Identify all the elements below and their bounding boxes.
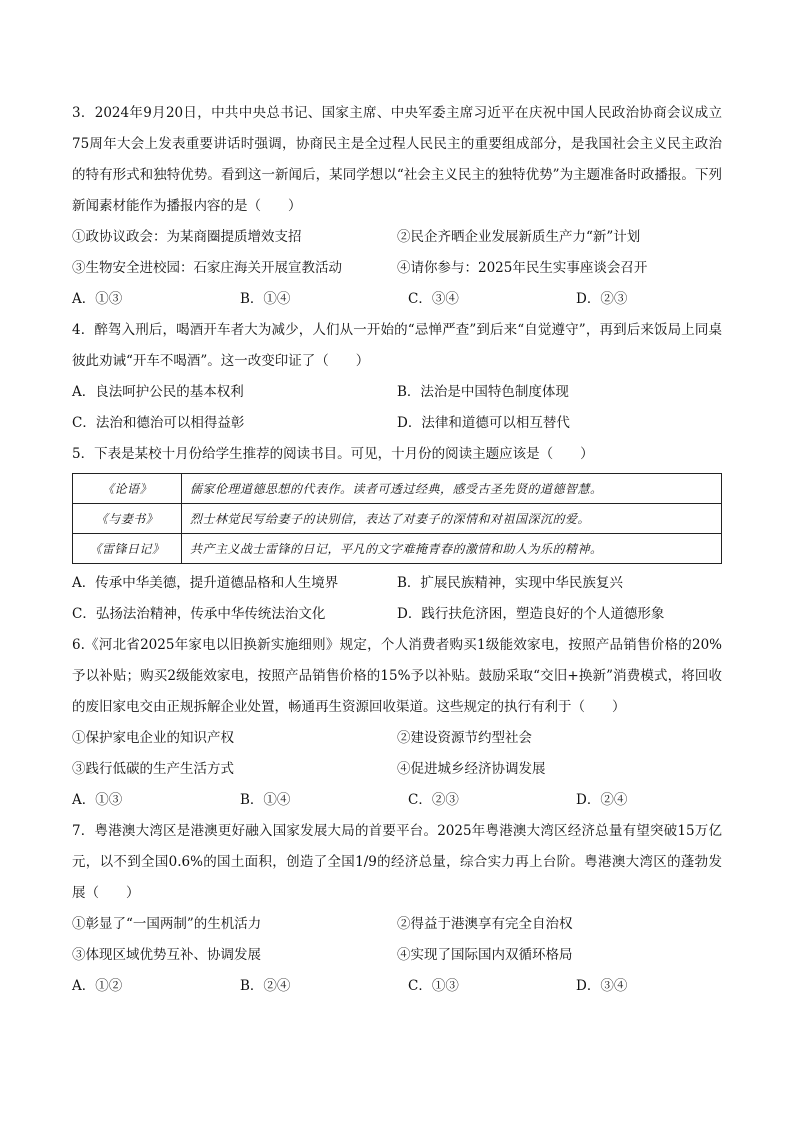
question-3-choice-b: B．①④ — [240, 291, 291, 307]
question-6-items-row-2 — [72, 754, 722, 785]
question-4-choices-row-1 — [72, 377, 722, 408]
question-7-choices — [72, 971, 722, 1002]
question-6-choice-a: A．①③ — [72, 792, 123, 808]
question-3-item-3: ③生物安全进校园：石家庄海关开展宣教活动 — [72, 260, 342, 276]
question-5-choice-d: D．践行扶危济困，塑造良好的个人道德形象 — [397, 606, 665, 622]
question-3-choice-d: D．②③ — [576, 291, 628, 307]
question-3-item-4: ④请你参与：2025年民生实事座谈会召开 — [397, 260, 648, 276]
question-6-choice-d: D．②④ — [576, 792, 628, 808]
question-6-stem: 6.《河北省2025年家电以旧换新实施细则》规定，个人消费者购买1级能效家电，按照产品销售价格的20%予以补贴；购买2级能效家电，按照产品销售价格的15%予以补贴。鼓励采取“交旧+换新”消费模式，将回收的废旧家电交由正规拆解企业处置，畅通再生资源回收渠道。这些规定的执行有利于（ ） — [72, 637, 722, 715]
question-6-item-1: ①保护家电企业的知识产权 — [72, 730, 234, 746]
book-description: 儒家伦理道德思想的代表作。读者可透过经典，感受古圣先贤的道德智慧。 — [182, 474, 722, 504]
question-7-choice-c: C．①③ — [408, 978, 459, 994]
question-7-item-2: ②得益于港澳享有完全自治权 — [397, 916, 573, 932]
question-4-choice-a: A．良法呵护公民的基本权利 — [72, 384, 244, 400]
question-7-items-row-1 — [72, 909, 722, 940]
question-4-choices-row-2 — [72, 408, 722, 439]
question-3 — [72, 98, 722, 315]
question-7-item-4: ④实现了国际国内双循环格局 — [397, 947, 573, 963]
question-7-stem: 7．粤港澳大湾区是港澳更好融入国家发展大局的首要平台。2025年粤港澳大湾区经济总量有望突破15万亿元，以不到全国0.6%的国土面积，创造了全国1/9的经济总量，综合实力再上台阶。粤港澳大湾区的蓬勃发展（ ） — [72, 823, 722, 901]
question-3-choice-c: C．③④ — [408, 291, 459, 307]
question-3-item-1: ①政协议政会：为某商圈提质增效支招 — [72, 229, 302, 245]
question-4-stem: 4．醉驾入刑后，喝酒开车者大为减少，人们从一开始的“忌惮严查”到后来“自觉遵守”，再到后来饭局上同桌彼此劝诫“开车不喝酒”。这一改变印证了（ ） — [72, 322, 722, 369]
question-6-choices — [72, 785, 722, 816]
question-7-choice-d: D．③④ — [576, 978, 628, 994]
book-description: 共产主义战士雷锋的日记，平凡的文字难掩青春的激情和助人为乐的精神。 — [182, 534, 722, 564]
question-4 — [72, 315, 722, 439]
question-5-choices-row-2 — [72, 599, 722, 630]
question-5-choices-row-1 — [72, 568, 722, 599]
question-5-choice-b: B．扩展民族精神，实现中华民族复兴 — [397, 575, 623, 591]
book-description: 烈士林觉民写给妻子的诀别信，表达了对妻子的深情和对祖国深沉的爱。 — [182, 504, 722, 534]
question-4-choice-c: C．法治和德治可以相得益彰 — [72, 415, 245, 431]
question-5-stem: 5．下表是某校十月份给学生推荐的阅读书目。可见，十月份的阅读主题应该是（ ） — [72, 446, 594, 462]
question-4-choice-b: B．法治是中国特色制度体现 — [397, 384, 569, 400]
reading-list-table — [72, 473, 722, 564]
question-5 — [72, 439, 722, 630]
question-7-choice-b: B．②④ — [240, 978, 291, 994]
table-row — [73, 474, 722, 504]
question-6-item-3: ③践行低碳的生产生活方式 — [72, 761, 234, 777]
question-6-choice-c: C．②③ — [408, 792, 459, 808]
book-title: 《与妻书》 — [73, 504, 182, 534]
question-7 — [72, 816, 722, 1002]
question-5-choice-a: A．传承中华美德，提升道德品格和人生境界 — [72, 575, 339, 591]
question-7-choice-a: A．①② — [72, 978, 123, 994]
question-3-items-row-2 — [72, 253, 722, 284]
table-row — [73, 504, 722, 534]
question-7-item-1: ①彰显了“一国两制”的生机活力 — [72, 916, 262, 932]
question-6-choice-b: B．①④ — [240, 792, 291, 808]
book-title: 《雷锋日记》 — [73, 534, 182, 564]
exam-page — [72, 98, 722, 1002]
question-6-item-2: ②建设资源节约型社会 — [397, 730, 532, 746]
question-3-item-2: ②民企齐晒企业发展新质生产力“新”计划 — [397, 229, 641, 245]
question-6-items-row-1 — [72, 723, 722, 754]
question-4-choice-d: D．法律和道德可以相互替代 — [397, 415, 570, 431]
question-7-item-3: ③体现区域优势互补、协调发展 — [72, 947, 261, 963]
question-7-items-row-2 — [72, 940, 722, 971]
question-6-item-4: ④促进城乡经济协调发展 — [397, 761, 546, 777]
question-3-choice-a: A．①③ — [72, 291, 123, 307]
table-row — [73, 534, 722, 564]
book-title: 《论语》 — [73, 474, 182, 504]
question-3-items-row-1 — [72, 222, 722, 253]
question-3-stem: 3．2024年9月20日，中共中央总书记、国家主席、中央军委主席习近平在庆祝中国人民政治协商会议成立75周年大会上发表重要讲话时强调，协商民主是全过程人民民主的重要组成部分，是我国社会主义民主政治的特有形式和独特优势。看到这一新闻后，某同学想以“社会主义民主的独特优势”为主题准备时政播报。下列新闻素材能作为播报内容的是（ ） — [72, 105, 722, 214]
question-6 — [72, 630, 722, 816]
question-3-choices — [72, 284, 722, 315]
question-5-choice-c: C．弘扬法治精神，传承中华传统法治文化 — [72, 606, 326, 622]
